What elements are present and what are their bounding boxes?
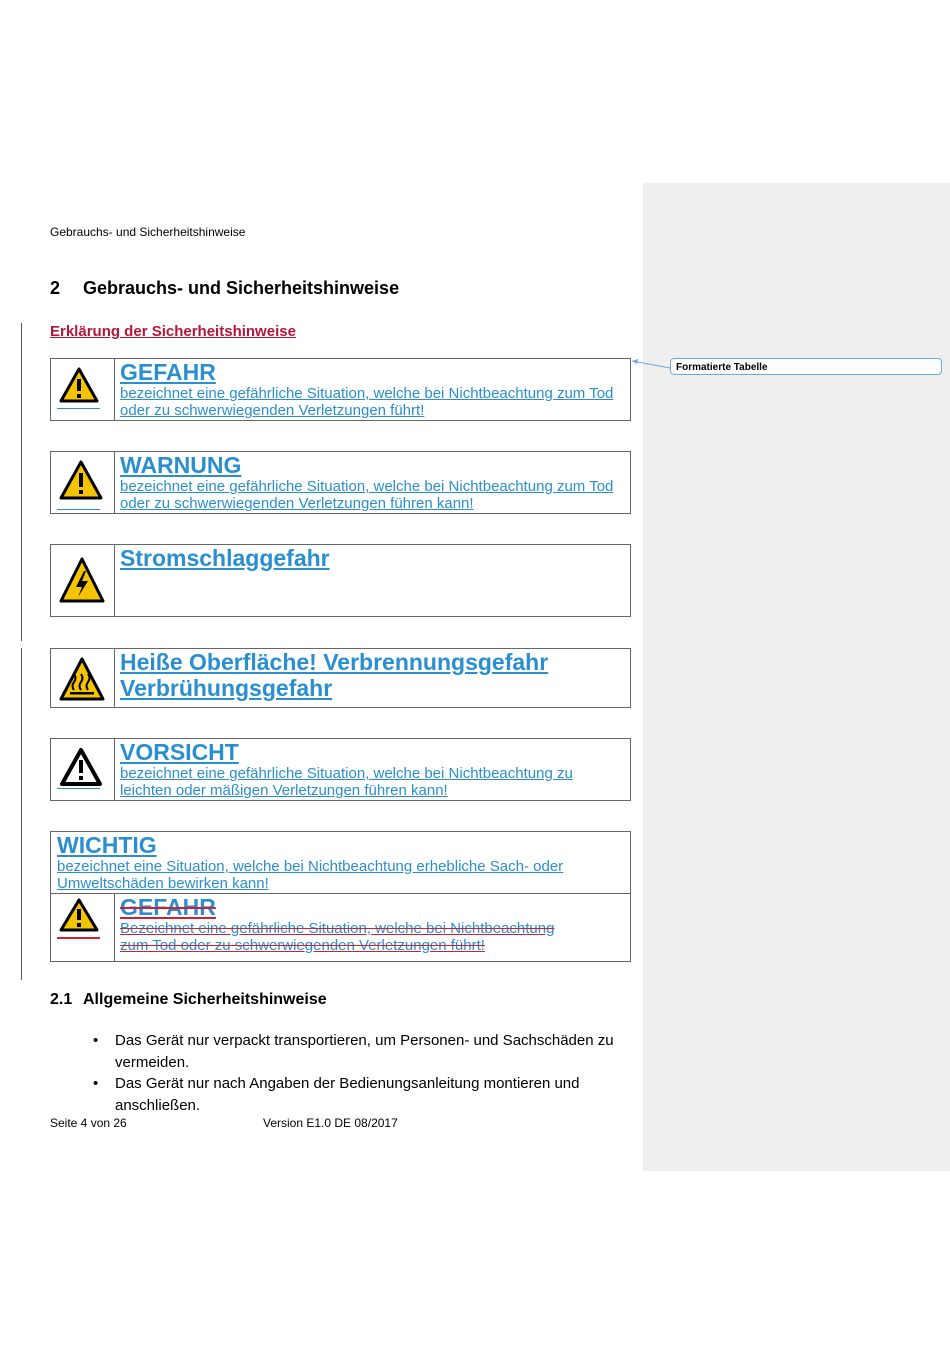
notice-wichtig: [50, 831, 631, 962]
notice-warnung: [50, 451, 631, 514]
notice-desc-line: oder zu schwerwiegenden Verletzungen führt!: [120, 402, 425, 419]
notice-title: GEFAHR: [120, 359, 216, 385]
icon-cell: [51, 649, 115, 707]
notice-text: [57, 832, 624, 892]
deleted-notice-desc-line: zum Tod oder zu schwerwiegenden Verletzungen führt!: [120, 937, 485, 954]
change-bar: [21, 323, 22, 641]
bullet-dot: •: [93, 1032, 99, 1049]
icon-cell: [51, 545, 115, 616]
deleted-notice-title: GEFAHR: [120, 894, 216, 920]
notice-text: [120, 359, 624, 419]
warning-triangle-icon: [59, 460, 103, 500]
list-item-line: vermeiden.: [115, 1053, 190, 1071]
notice-gefahr: [50, 358, 631, 421]
icon-cell: [51, 359, 115, 420]
warning-triangle-icon: [59, 367, 99, 403]
deleted-notice-text: [120, 894, 624, 954]
electric-shock-icon: [59, 557, 105, 605]
caution-triangle-icon: [59, 747, 103, 787]
icon-cell: [51, 452, 115, 513]
notice-desc-line: bezeichnet eine Situation, welche bei Nichtbeachtung erhebliche Sach- oder: [57, 858, 564, 875]
notice-desc-line: bezeichnet eine gefährliche Situation, welche bei Nichtbeachtung zu: [120, 765, 573, 782]
list-item: [93, 1073, 633, 1116]
bullet-list: [93, 1030, 633, 1116]
list-item-line: anschließen.: [115, 1096, 201, 1114]
notice-text: [120, 649, 624, 701]
icon-underline: [57, 937, 100, 939]
notice-vorsicht: [50, 738, 631, 801]
section-title: Gebrauchs- und Sicherheitshinweise: [83, 278, 400, 298]
running-header: Gebrauchs- und Sicherheitshinweise: [50, 225, 246, 239]
list-item-line: Das Gerät nur verpackt transportieren, um Personen- und Sachschäden zu: [115, 1032, 614, 1049]
notice-desc-line: leichten oder mäßigen Verletzungen führen kann!: [120, 782, 448, 799]
notice-heisse-oberflaeche: [50, 648, 631, 708]
icon-underline: [57, 788, 100, 789]
notice-title-line: Heiße Oberfläche! Verbrennungsgefahr: [120, 649, 549, 675]
section-heading: [50, 278, 399, 299]
list-item-line: Das Gerät nur nach Angaben der Bedienungsanleitung montieren und: [115, 1075, 580, 1092]
notice-text: [120, 545, 624, 571]
explanation-heading: Erklärung der Sicherheitshinweise: [50, 323, 296, 340]
notice-text: [120, 452, 624, 512]
notice-text: [120, 739, 624, 799]
section-number: 2: [50, 278, 61, 298]
notice-title: WICHTIG: [57, 832, 157, 858]
comment-pane: [643, 183, 950, 1171]
notice-stromschlag: [50, 544, 631, 617]
change-bar: [21, 648, 22, 980]
deleted-notice-desc-line: Bezeichnet eine gefährliche Situation, welche bei Nichtbeachtung: [120, 920, 555, 937]
comment-balloon[interactable]: Formatierte Tabelle: [670, 358, 942, 375]
notice-title-line: Verbrühungsgefahr: [120, 675, 333, 701]
notice-desc-line: Umweltschäden bewirken kann!: [57, 875, 269, 892]
notice-desc-line: bezeichnet eine gefährliche Situation, welche bei Nichtbeachtung zum Tod: [120, 478, 614, 495]
deleted-icon-cell: [51, 894, 115, 961]
notice-title: WARNUNG: [120, 452, 242, 478]
hot-surface-icon: [59, 657, 105, 703]
icon-underline: [57, 408, 100, 409]
notice-desc-line: oder zu schwerwiegenden Verletzungen führen kann!: [120, 495, 474, 512]
warning-triangle-icon: [59, 898, 99, 932]
icon-cell: [51, 739, 115, 800]
icon-underline: [57, 509, 100, 510]
subsection-heading: [50, 991, 327, 1009]
comment-connector: [630, 358, 675, 372]
notice-title: VORSICHT: [120, 739, 239, 765]
subsection-title: Allgemeine Sicherheitshinweise: [83, 991, 327, 1008]
footer-page-number: Seite 4 von 26: [50, 1116, 127, 1130]
footer-version: Version E1.0 DE 08/2017: [263, 1116, 398, 1130]
list-item: [93, 1030, 633, 1073]
bullet-dot: •: [93, 1075, 99, 1092]
notice-title: Stromschlaggefahr: [120, 545, 330, 571]
notice-desc-line: bezeichnet eine gefährliche Situation, welche bei Nichtbeachtung zum Tod: [120, 385, 614, 402]
subsection-number: 2.1: [50, 991, 73, 1008]
